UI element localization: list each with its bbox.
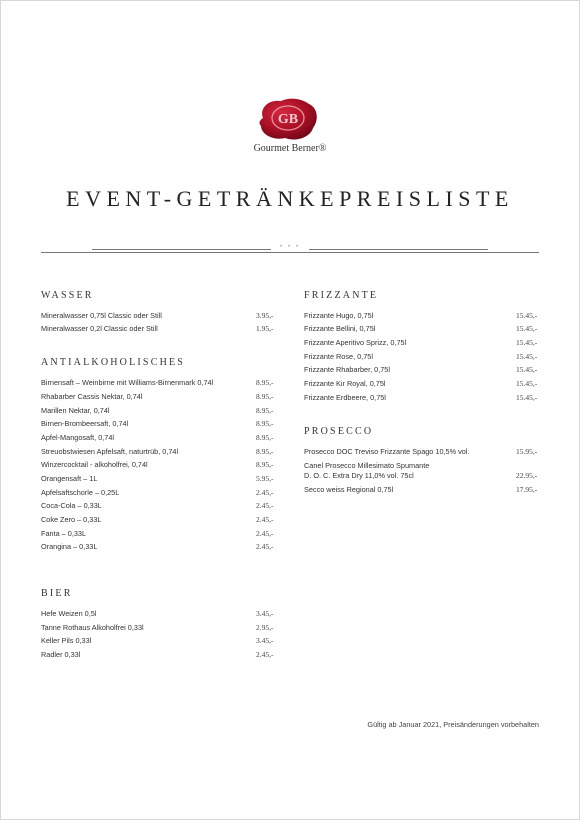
page-title: EVENT-GETRÄNKEPREISLISTE: [66, 186, 514, 211]
divider-line-left: [92, 249, 274, 250]
menu-item-price: 1.95,-: [256, 324, 274, 333]
menu-item-price: 2.95,-: [256, 623, 274, 632]
menu-item-price: 3.45,-: [256, 609, 274, 618]
menu-item-price: 22.95,-: [516, 471, 538, 480]
menu-item-price: 8.95,-: [256, 460, 274, 469]
menu-item-price: 15.45,-: [516, 311, 538, 320]
menu-item-name: Rhabarber Cassis Nektar, 0,74l: [41, 392, 143, 401]
menu-item-price: 2.45,-: [256, 650, 274, 659]
divider-line-outer: [41, 252, 539, 253]
menu-item-name: Canel Prosecco Millesimato Spumante: [304, 461, 430, 470]
menu-item-price: 17.95,-: [516, 485, 538, 494]
menu-item-price: 2.45,-: [256, 542, 274, 551]
menu-item-price: 3.45,-: [256, 636, 274, 645]
menu-item-name: Birnensaft – Weinbirne mit Williams-Birnenmark 0,74l: [41, 378, 214, 387]
menu-item-price: 3.95,-: [256, 311, 274, 320]
section-heading-prosecco: PROSECCO: [304, 426, 374, 437]
menu-item-name: Frizzante Rhabarber, 0,75l: [304, 365, 390, 374]
section-heading-bier: BIER: [41, 588, 73, 599]
menu-item-name: Keller Pils 0,33l: [41, 636, 92, 645]
menu-item-name: Orangensaft – 1L: [41, 474, 98, 483]
logo-monogram: GB: [277, 112, 299, 127]
menu-item-name: Radler 0,33l: [41, 650, 81, 659]
menu-item-price: 8.95,-: [256, 392, 274, 401]
menu-item-name: Frizzante Bellini, 0,75l: [304, 324, 376, 333]
wax-seal-icon: [255, 96, 321, 142]
menu-item-name: Birnen-Brombeersaft, 0,74l: [41, 419, 129, 428]
menu-item-name: Frizzante Erdbeere, 0,75l: [304, 393, 386, 402]
menu-item-price: 15.45,-: [516, 352, 538, 361]
menu-item-name: Apfel-Mangosaft, 0,74l: [41, 433, 115, 442]
menu-item-name: Frizzante Hugo, 0,75l: [304, 311, 374, 320]
menu-item-price: 5.95,-: [256, 474, 274, 483]
brand-name: Gourmet Berner®: [253, 143, 327, 154]
menu-item-price: 2.45,-: [256, 501, 274, 510]
validity-note: Gültig ab Januar 2021, Preisänderungen vorbehalten: [367, 720, 539, 729]
menu-item-name: Coke Zero – 0,33L: [41, 515, 102, 524]
menu-item-name: Fanta – 0,33L: [41, 529, 87, 538]
menu-item-name: Frizzante Kir Royal, 0,75l: [304, 379, 386, 388]
menu-item-name: Secco weiss Regional 0,75l: [304, 485, 394, 494]
menu-item-name: Frizzante Aperitivo Sprizz, 0,75l: [304, 338, 407, 347]
menu-item-name: Mineralwasser 0,2l Classic oder Still: [41, 324, 158, 333]
menu-item-name: Apfelsaftschorle – 0,25L: [41, 488, 120, 497]
menu-item-price: 8.95,-: [256, 419, 274, 428]
menu-item-price: 15.45,-: [516, 324, 538, 333]
menu-item-price: 2.45,-: [256, 515, 274, 524]
menu-item-name-line2: D. O. C. Extra Dry 11,0% vol. 75cl: [304, 471, 414, 480]
menu-item-name: Marillen Nektar, 0,74l: [41, 406, 110, 415]
menu-item-name: Orangina – 0,33L: [41, 542, 98, 551]
menu-item-name: Mineralwasser 0,75l Classic oder Still: [41, 311, 162, 320]
menu-item-price: 2.45,-: [256, 529, 274, 538]
divider-line-right: [306, 249, 488, 250]
section-heading-frizzante: FRIZZANTE: [304, 290, 379, 301]
divider-ornament: * * *: [271, 245, 309, 251]
section-heading-wasser: WASSER: [41, 290, 94, 301]
menu-item-price: 15.45,-: [516, 379, 538, 388]
menu-item-name: Tanne Rothaus Alkoholfrei 0,33l: [41, 623, 144, 632]
menu-item-price: 8.95,-: [256, 447, 274, 456]
menu-item-name: Coca-Cola – 0,33L: [41, 501, 102, 510]
menu-item-name: Frizzante Rose, 0,75l: [304, 352, 373, 361]
section-heading-antialkoholisches: ANTIALKOHOLISCHES: [41, 357, 186, 368]
menu-item-price: 15.45,-: [516, 393, 538, 402]
menu-item-name: Hefe Weizen 0,5l: [41, 609, 97, 618]
menu-item-price: 15.45,-: [516, 338, 538, 347]
menu-item-name: Streuobstwiesen Apfelsaft, naturtrüb, 0,74l: [41, 447, 179, 456]
menu-item-price: 8.95,-: [256, 378, 274, 387]
menu-item-price: 2.45,-: [256, 488, 274, 497]
menu-item-price: 15.45,-: [516, 365, 538, 374]
menu-item-price: 8.95,-: [256, 433, 274, 442]
menu-item-price: 15.95,-: [516, 447, 538, 456]
menu-item-price: 8.95,-: [256, 406, 274, 415]
menu-item-name: Prosecco DOC Treviso Frizzante Spago 10,5% vol.: [304, 447, 470, 456]
menu-item-name: Winzercocktail - alkoholfrei, 0,74l: [41, 460, 148, 469]
